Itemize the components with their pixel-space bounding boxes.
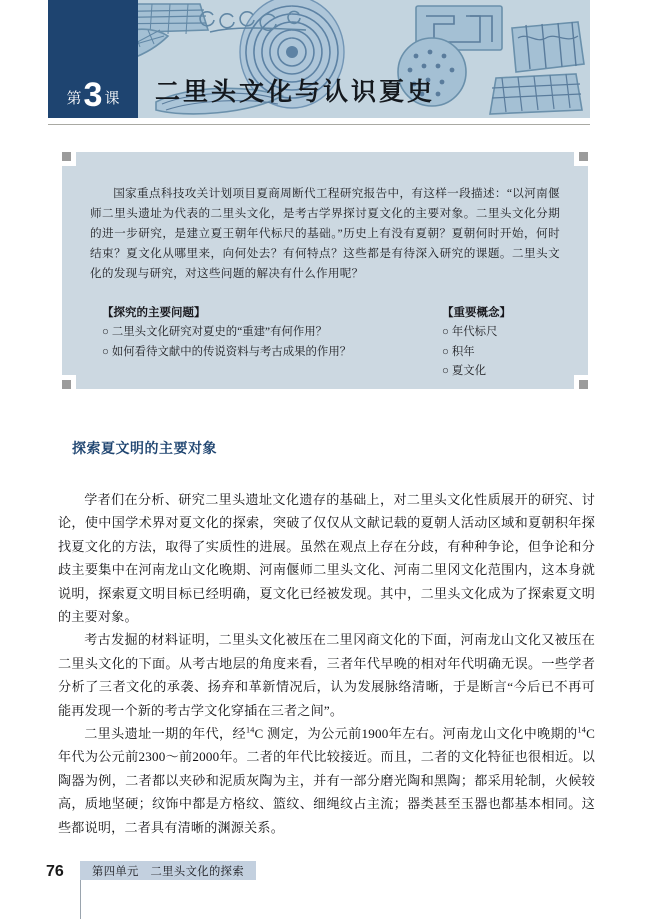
section-heading: 探索夏文明的主要对象 bbox=[72, 440, 217, 456]
carbon14-superscript-1: 14 bbox=[246, 725, 255, 735]
circle-bullet-icon: ○ bbox=[102, 345, 109, 358]
body-content bbox=[58, 488, 595, 839]
body-paragraph-1: 学者们在分析、研究二里头遗址文化遗存的基础上，对二里头文化性质展开的研究、讨论，使中国学术界对夏文化的探索，突破了仅仅从文献记载的夏朝人活动区域和夏朝积年探找夏文化的方法，取得了实质性的进展。虽然在观点上存在分歧，有种种争论，但争论和分歧主要集中在河南龙山文化晚期、河南偃师二里头文化、河南二里冈文化范围内，这本身就说明，探索夏文明目标已经明确，夏文化已经被发现。其中，二里头文化成为了探索夏文明的主要对象。 bbox=[58, 492, 595, 625]
list-item bbox=[442, 343, 592, 363]
lesson-number-chip bbox=[48, 0, 138, 118]
lesson-number-label: 3 bbox=[83, 76, 103, 115]
key-concepts-column bbox=[442, 304, 592, 382]
page-title: 二里头文化与认识夏史 bbox=[155, 79, 436, 106]
unit-label-band bbox=[80, 861, 256, 880]
corner-marker-top-right bbox=[574, 147, 593, 166]
key-concepts-heading: 【重要概念】 bbox=[442, 307, 511, 319]
list-item bbox=[442, 362, 592, 382]
footer-vertical-rule bbox=[80, 880, 81, 919]
circle-bullet-icon: ○ bbox=[442, 326, 449, 338]
header-divider bbox=[48, 124, 590, 125]
main-questions-column bbox=[102, 304, 422, 362]
list-item bbox=[442, 323, 592, 343]
question-text: 如何看待文献中的传说资料与考古成果的作用？ bbox=[111, 345, 352, 358]
key-concepts-list bbox=[442, 323, 592, 382]
page-header bbox=[0, 0, 650, 132]
question-text: 二里头文化研究对夏史的“重建”有何作用？ bbox=[111, 326, 328, 338]
circle-bullet-icon: ○ bbox=[102, 326, 109, 338]
para3-part-b: C 测定，为公元前1900年左右。河南龙山文化中晚期的 bbox=[254, 726, 578, 742]
page-number: 76 bbox=[46, 863, 64, 880]
para3-part-a: 二里头遗址一期的年代，经 bbox=[84, 726, 247, 742]
page-footer bbox=[0, 855, 650, 919]
corner-marker-bottom-left bbox=[57, 375, 76, 394]
concept-text: 积年 bbox=[451, 345, 475, 358]
intro-paragraph: 国家重点科技攻关计划项目夏商周断代工程研究报告中，有这样一段描述：“以河南偃师二里头遗址为代表的二里头文化，是考古学界探讨夏文化的主要对象。二里头文化分期的进一步研究，是建立夏王朝年代标尺的基础。”历史上有没有夏朝？夏朝何时开始，何时结束？夏文化从哪里来，向何处去？有何特点？这些都是有待深入研究的课题。二里头文化的发现与研究，对这些问题的解决有什么作用呢？ bbox=[90, 187, 560, 280]
circle-bullet-icon: ○ bbox=[442, 365, 449, 377]
concept-text: 年代标尺 bbox=[451, 326, 498, 338]
unit-label: 第四单元 二里头文化的探索 bbox=[92, 865, 245, 878]
main-questions-list bbox=[102, 323, 422, 362]
carbon14-superscript-2: 14 bbox=[577, 725, 587, 735]
lesson-suffix-label: 课 bbox=[104, 90, 120, 107]
lesson-intro-box bbox=[62, 152, 588, 389]
list-item bbox=[102, 343, 422, 363]
corner-marker-top-left bbox=[57, 147, 76, 166]
list-item bbox=[102, 323, 422, 343]
body-paragraph-3 bbox=[58, 722, 595, 839]
body-paragraph-2: 考古发掘的材料证明，二里头文化被压在二里冈商文化的下面，河南龙山文化又被压在二里头文化的下面。从考古地层的角度来看，三者年代早晚的相对年代明确无误。一些学者分析了三者文化的承袭、扬弃和革新情况后，认为发展脉络清晰，于是断言“今后已不再可能再发现一个新的考古学文化穿插在三者之间”。 bbox=[58, 632, 595, 718]
circle-bullet-icon: ○ bbox=[442, 345, 449, 358]
concept-text: 夏文化 bbox=[451, 365, 487, 377]
para3-part-c: C 年代为公元前2300～前2000年。二者的年代比较接近。而且，二者的文化特征也很相近。以陶器为例，二者都以夹砂和泥质灰陶为主，并有一部分磨光陶和黑陶；都采用轮制，火候较高，质地坚硬；纹饰中都是方格纹、篮纹、细绳纹占主流；器类甚至玉器也都基本相同。这些都说明，二者具有清晰的渊源关系。 bbox=[58, 726, 595, 835]
main-questions-heading: 【探究的主要问题】 bbox=[102, 307, 206, 319]
lesson-prefix-label: 第 bbox=[66, 90, 82, 107]
